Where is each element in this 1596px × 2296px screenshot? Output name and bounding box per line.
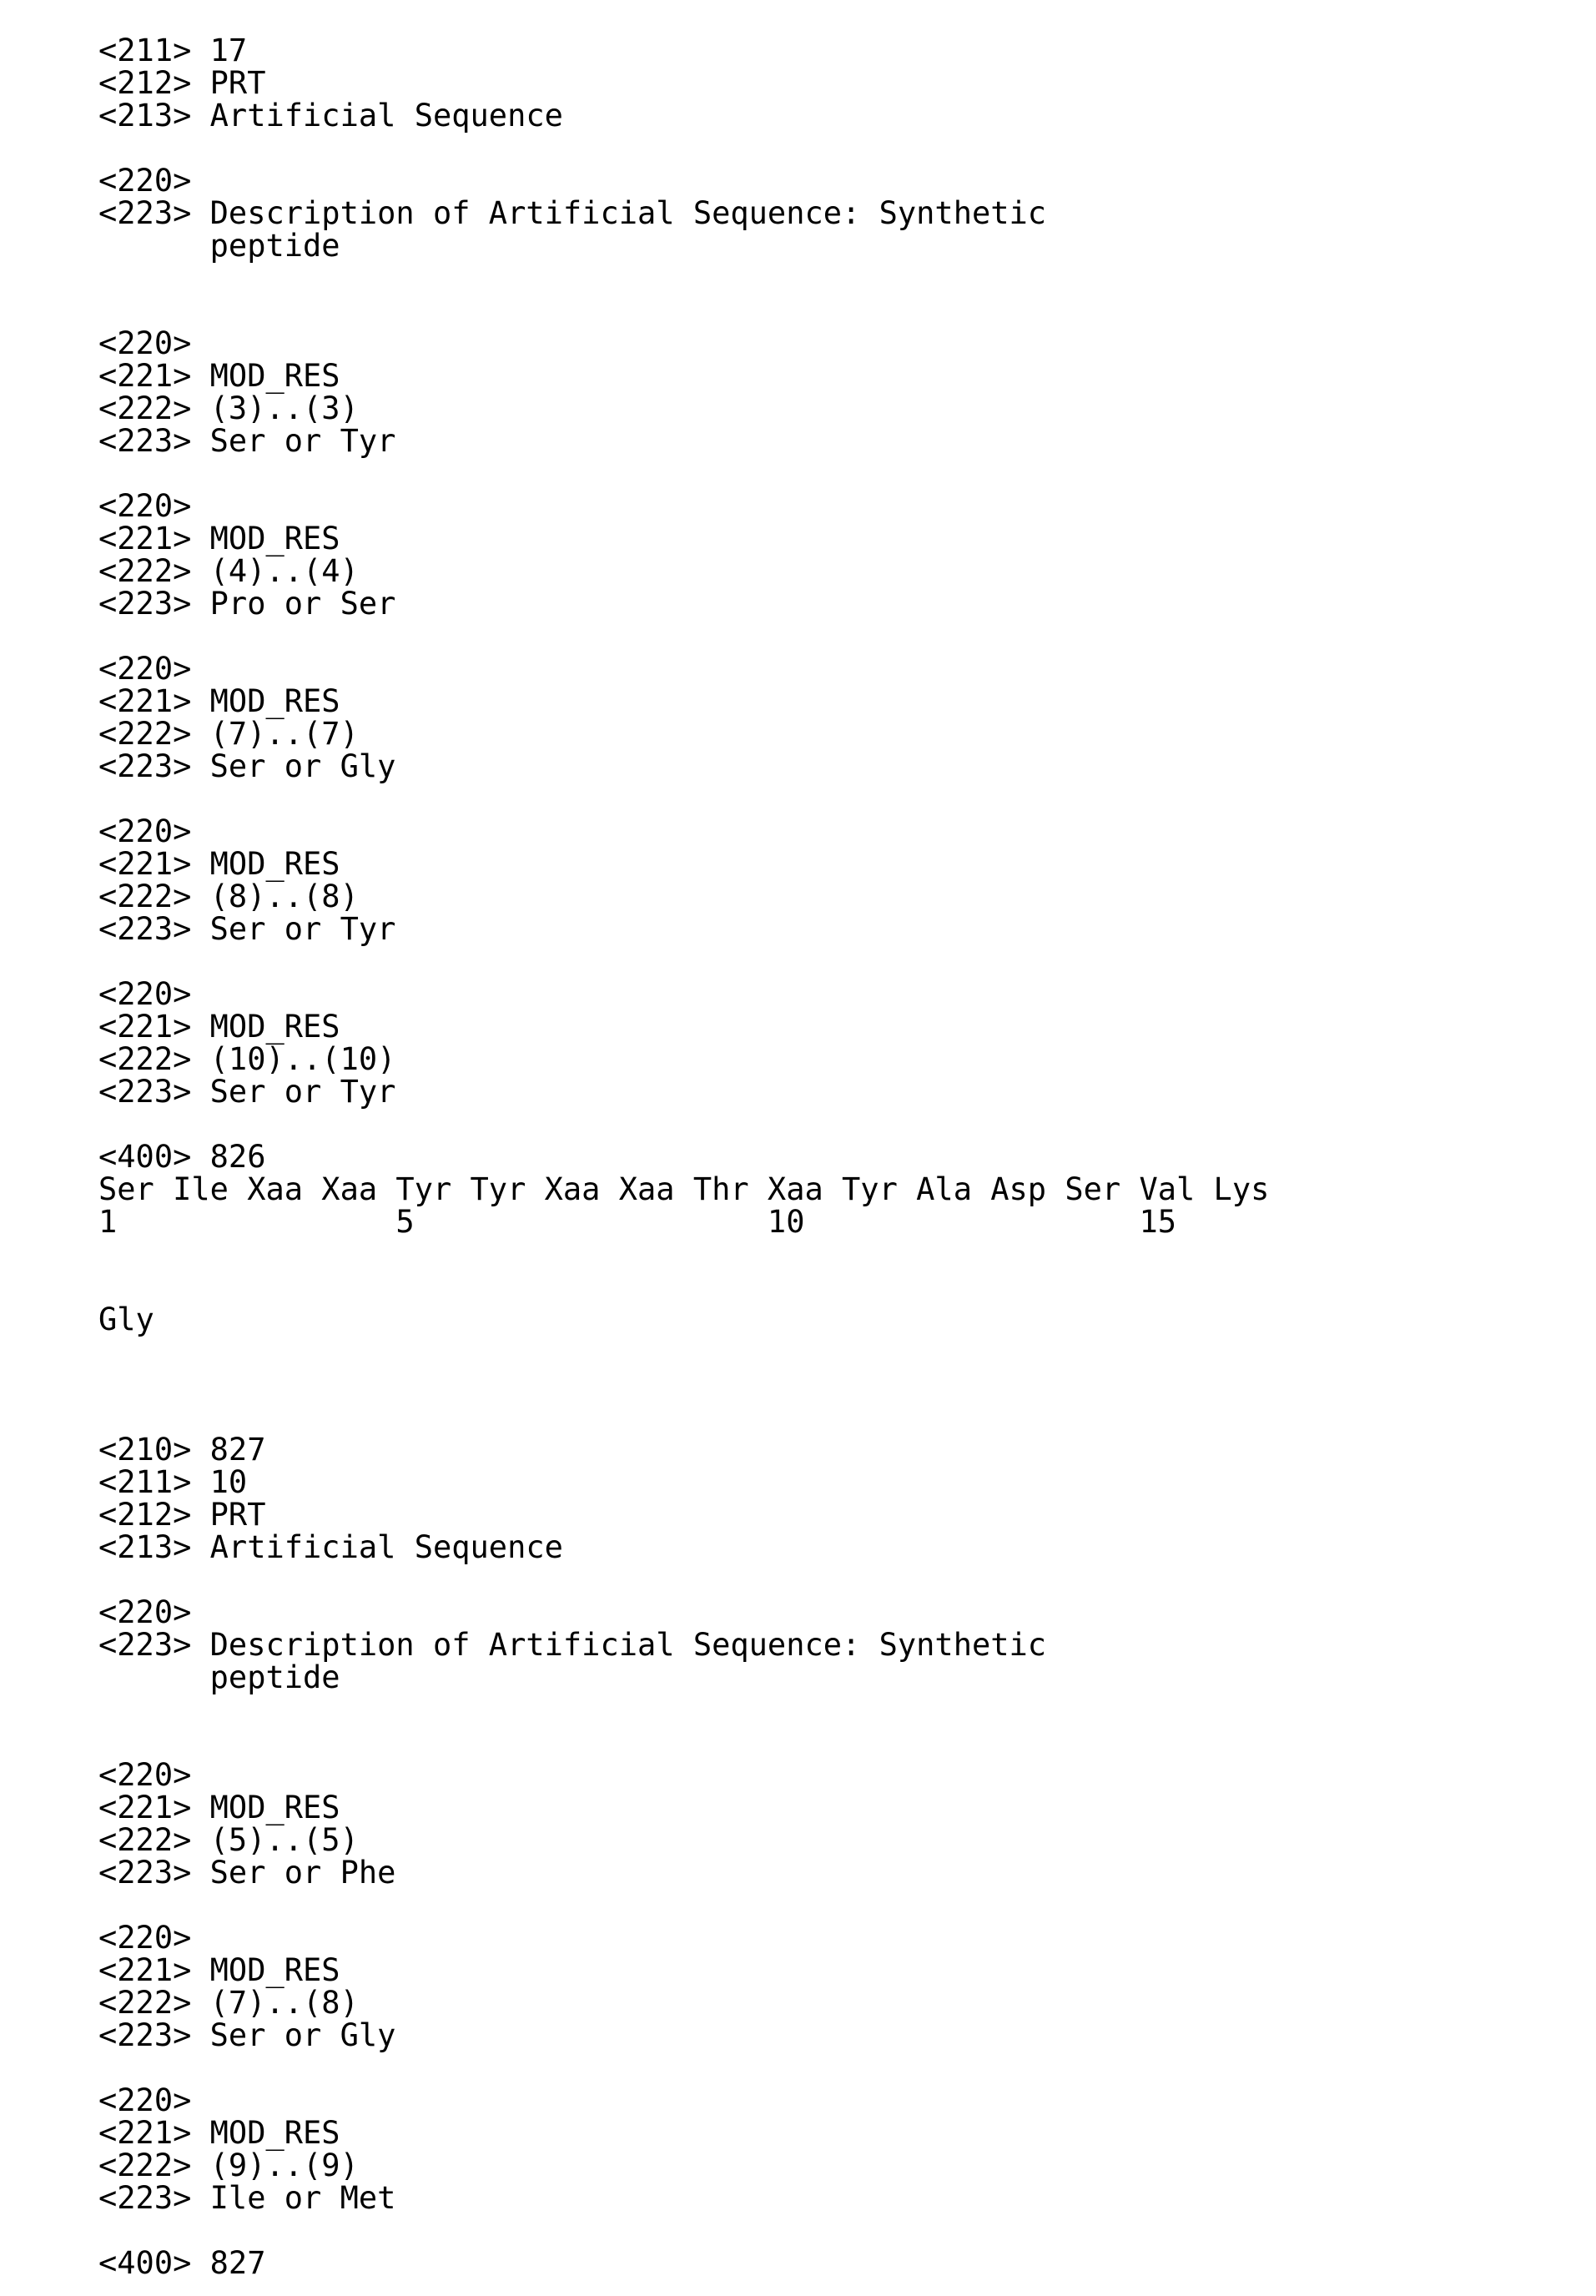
blank-line xyxy=(98,945,1269,978)
numeric-identifier-line-223: <223> Description of Artificial Sequence: Synthetic xyxy=(98,1627,1047,1663)
wrapped-text-line: peptide xyxy=(98,228,340,264)
numeric-identifier-line-211: <211> 17 xyxy=(98,33,248,68)
numeric-identifier-line-220: <220> xyxy=(98,651,192,687)
wrapped-text-line: peptide xyxy=(98,1659,340,1695)
blank-line xyxy=(98,295,1269,327)
residue-sequence-line: Gly xyxy=(98,1302,154,1337)
blank-line xyxy=(98,2214,1269,2247)
numeric-identifier-line-223: <223> Ser or Phe xyxy=(98,1855,396,1891)
numeric-identifier-line-220: <220> xyxy=(98,1757,192,1793)
numeric-identifier-line-212: <212> PRT xyxy=(98,65,266,101)
blank-line xyxy=(98,783,1269,815)
numeric-identifier-line-222: <222> (4)..(4) xyxy=(98,553,359,589)
blank-line xyxy=(98,1271,1269,1303)
numeric-identifier-line-220: <220> xyxy=(98,1594,192,1630)
blank-line xyxy=(98,1336,1269,1368)
numeric-identifier-line-210: <210> 827 xyxy=(98,1432,266,1468)
numeric-identifier-line-221: <221> MOD_RES xyxy=(98,521,340,556)
numeric-identifier-line-221: <221> MOD_RES xyxy=(98,1009,340,1045)
numeric-identifier-line-221: <221> MOD_RES xyxy=(98,846,340,882)
numeric-identifier-line-211: <211> 10 xyxy=(98,1464,248,1500)
numeric-identifier-line-222: <222> (3)..(3) xyxy=(98,390,359,426)
blank-line xyxy=(98,132,1269,164)
numeric-identifier-line-222: <222> (10)..(10) xyxy=(98,1041,396,1077)
blank-line xyxy=(98,1238,1269,1271)
numeric-identifier-line-220: <220> xyxy=(98,976,192,1012)
residue-sequence-line: Ser Ile Xaa Xaa Tyr Tyr Xaa Xaa Thr Xaa Tyr Ala Asp Ser Val Lys xyxy=(98,1171,1270,1207)
blank-line xyxy=(98,1726,1269,1759)
blank-line xyxy=(98,457,1269,490)
numeric-identifier-line-220: <220> xyxy=(98,325,192,361)
numeric-identifier-line-222: <222> (9)..(9) xyxy=(98,2147,359,2183)
numeric-identifier-line-400: <400> 827 xyxy=(98,2245,266,2281)
numeric-identifier-line-221: <221> MOD_RES xyxy=(98,683,340,719)
numeric-identifier-line-222: <222> (5)..(5) xyxy=(98,1822,359,1858)
blank-line xyxy=(98,1401,1269,1433)
numeric-identifier-line-223: <223> Ser or Tyr xyxy=(98,911,396,947)
numeric-identifier-line-222: <222> (8)..(8) xyxy=(98,879,359,914)
blank-line xyxy=(98,1563,1269,1596)
numeric-identifier-line-220: <220> xyxy=(98,2082,192,2118)
numeric-identifier-line-223: <223> Ser or Gly xyxy=(98,748,396,784)
numeric-identifier-line-220: <220> xyxy=(98,1920,192,1956)
numeric-identifier-line-222: <222> (7)..(7) xyxy=(98,716,359,752)
residue-numbering-line: 1 5 10 15 xyxy=(98,1204,1177,1240)
numeric-identifier-line-223: <223> Ser or Tyr xyxy=(98,1074,396,1110)
blank-line xyxy=(98,1889,1269,1921)
blank-line xyxy=(98,2052,1269,2084)
numeric-identifier-line-221: <221> MOD_RES xyxy=(98,358,340,394)
numeric-identifier-line-213: <213> Artificial Sequence xyxy=(98,1529,563,1565)
numeric-identifier-line-221: <221> MOD_RES xyxy=(98,2115,340,2151)
numeric-identifier-line-213: <213> Artificial Sequence xyxy=(98,98,563,133)
numeric-identifier-line-223: <223> Description of Artificial Sequence: Synthetic xyxy=(98,195,1047,231)
numeric-identifier-line-220: <220> xyxy=(98,488,192,524)
numeric-identifier-line-400: <400> 826 xyxy=(98,1139,266,1175)
blank-line xyxy=(98,1108,1269,1140)
blank-line xyxy=(98,262,1269,295)
numeric-identifier-line-220: <220> xyxy=(98,163,192,199)
numeric-identifier-line-212: <212> PRT xyxy=(98,1497,266,1533)
numeric-identifier-line-221: <221> MOD_RES xyxy=(98,1952,340,1988)
numeric-identifier-line-223: <223> Ile or Met xyxy=(98,2180,396,2216)
numeric-identifier-line-223: <223> Pro or Ser xyxy=(98,586,396,622)
numeric-identifier-line-223: <223> Ser or Gly xyxy=(98,2017,396,2053)
numeric-identifier-line-223: <223> Ser or Tyr xyxy=(98,423,396,459)
numeric-identifier-line-221: <221> MOD_RES xyxy=(98,1790,340,1825)
numeric-identifier-line-220: <220> xyxy=(98,813,192,849)
numeric-identifier-line-222: <222> (7)..(8) xyxy=(98,1985,359,2021)
blank-line xyxy=(98,1694,1269,1726)
blank-line xyxy=(98,620,1269,652)
blank-line xyxy=(98,1368,1269,1401)
